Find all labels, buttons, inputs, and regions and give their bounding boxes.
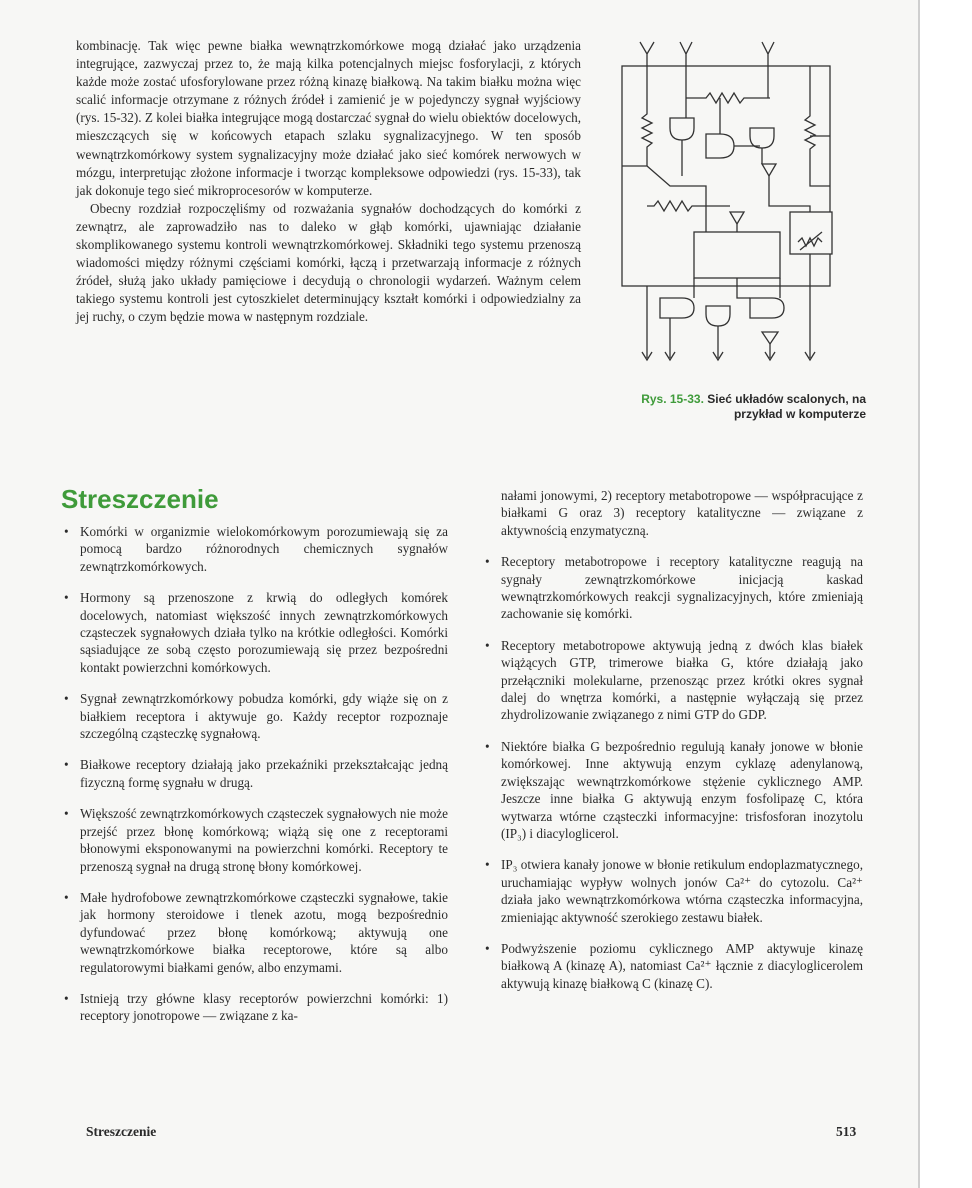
list-item-text: Podwyższenie poziomu cyklicznego AMP aktywuje kinazę białkową A (kinazę A), natomiast Ca²⁺ łącznie z diacyloglicerolem aktywują kinazę białkową C (kinazę C).: [501, 940, 863, 991]
list-item-text: Większość zewnątrzkomórkowych cząsteczek sygnałowych nie może przejść przez błonę komórkową; wiążą się one z receptorami błonowymi eksponowanymi na powierzchni komórki. Receptory te przenoszą sygnał na drugą stronę błony komórkowej.: [80, 806, 448, 874]
list-item-text: Receptory metabotropowe aktywują jedną z dwóch klas białek wiążących GTP, trimerowe białka G, które działają jako przełączniki molekularne, przenosząc przez krótki okres sygnał dalej do wnętrza komórki, a następnie wyłączają się przez zhydrolizowanie związanego z nimi GTP do GDP.: [501, 637, 863, 723]
bullet-icon: •: [64, 806, 69, 822]
list-item-text: Białkowe receptory działają jako przekaźniki przekształcając jedną fizyczną formę sygnału w drugą.: [80, 757, 448, 790]
list-item: [64, 805, 448, 875]
list-item: [64, 523, 448, 575]
figure-caption-text: Sieć układów scalonych, na przykład w komputerze: [707, 392, 866, 421]
bullet-icon: •: [485, 857, 490, 873]
list-item: [64, 589, 448, 676]
list-item: [485, 940, 863, 992]
list-item-text: Hormony są przenoszone z krwią do odległych komórek docelowych, natomiast większość innych zewnątrzkomórkowych cząsteczek sygnałowych działa tylko na krótkie odległości. Komórki sąsiadujące ze sobą często porozumiewają się przez bezpośredni kontakt powierzchni komórkowych.: [80, 590, 448, 675]
list-item-text: Receptory metabotropowe i receptory katalityczne reagują na sygnały zewnątrzkomórkowe inicjacją kaskad wewnątrzkomórkowych reakcji sygnalizacyjnych, które zmieniają zachowanie się komórki.: [501, 554, 863, 622]
intro-paragraph-2: Obecny rozdział rozpoczęliśmy od rozważania sygnałów dochodzących do komórki z zewnątrz, ale zaprowadziło nas to daleko w głąb komórki, ujawniając działanie skomplikowanego systemu kontroli wewnątrzkomórkowej. Składniki tego systemu przenoszą wiadomości między różnymi częściami komórki, łączą i przetwarzają informacje z różnych źródeł, służą jako układy pamięciowe i decydują o chronologii wydarzeń. Ważnym celem takiego systemu kontroli jest cytoszkielet determinujący kształt komórki i odpowiedzialny za jej ruchy, o czym będzie mowa w następnym rozdziale.: [76, 200, 581, 325]
page-number: 513: [836, 1124, 857, 1139]
figure-caption-number: Rys. 15-33.: [641, 392, 704, 406]
list-item-text: Niektóre białka G bezpośrednio regulują kanały jonowe w błonie komórkowej. Inne aktywują enzym cyklazę adenylanową, zwiększając wewnątrzkomórkowe stężenie cyklicznego AMP. Jeszcze inne białka G aktywują enzym fosfolipazę C, która wytwarza wtórne cząsteczki informacyjne: trisfosforan inozytolu (IP₃) i diacyloglicerol.: [501, 738, 863, 841]
bullet-icon: •: [485, 554, 490, 570]
list-item: [485, 856, 863, 926]
intro-paragraph-1: kombinację. Tak więc pewne białka wewnątrzkomórkowe mogą działać jako urządzenia integrujące, zazwyczaj przez to, że mają kilka potencjalnych miejsc fosforylacji, z których każde może zostać ufosforylowane przez różną kinazę białkową. Na takim białku można więc scalić informacje otrzymane z różnych źródeł i zamienić je w pojedynczy sygnał wyjściowy (rys. 15-32). Z kolei białka integrujące mogą dostarczać sygnał do wielu obiektów docelowych, mieszczących się w końcowych etapach szlaku sygnalizacyjnego. W ten sposób wewnątrzkomórkowy system sygnalizacyjny może działać jako sieć komórek nerwowych w mózgu, interpretując złożone informacje i tworząc kompleksowe odpowiedzi (rys. 15-33), tak jak dokonuje tego sieć mikroprocesorów w komputerze.: [76, 38, 581, 198]
list-item-continuation: [485, 487, 863, 539]
list-item: [64, 889, 448, 976]
bullet-icon: •: [64, 990, 69, 1006]
circuit-network-diagram-icon: [610, 36, 850, 366]
list-item: [485, 553, 863, 623]
summary-title: Streszczenie: [61, 484, 219, 514]
list-item: [64, 756, 448, 791]
bullet-icon: •: [64, 889, 69, 905]
list-item: [64, 690, 448, 742]
list-item-text: Sygnał zewnątrzkomórkowy pobudza komórki, gdy wiąże się on z białkiem receptora i aktywuje go. Każdy receptor rozpoznaje szczególną cząsteczkę sygnałową.: [80, 691, 448, 742]
list-item-text: Małe hydrofobowe zewnątrzkomórkowe cząsteczki sygnałowe, takie jak hormony steroidowe i tlenek azotu, mogą bezpośrednio dyfundować przez błonę komórkową; aktywują one wewnątrzkomórkowe białka receptorowe, które są albo regulatorowymi białkami genów, albo enzymami.: [80, 889, 448, 975]
list-item: [64, 990, 448, 1025]
list-item-text: nałami jonowymi, 2) receptory metabotropowe — współpracujące z białkami G oraz 3) receptory katalityczne — związane z aktywnością enzymatyczną.: [501, 488, 863, 538]
list-item-text: Istnieją trzy główne klasy receptorów powierzchni komórki: 1) receptory jonotropowe — związane z ka-: [80, 990, 448, 1024]
page-edge: [918, 0, 920, 1188]
list-item: [485, 637, 863, 724]
summary-list-right: [485, 487, 863, 1006]
list-item: [485, 738, 863, 842]
bullet-icon: •: [485, 940, 490, 956]
bullet-icon: •: [64, 590, 69, 606]
summary-list-left: [64, 523, 448, 1039]
bullet-icon: •: [64, 691, 69, 707]
bullet-icon: •: [485, 637, 490, 653]
bullet-icon: •: [485, 738, 490, 754]
list-item-text: Komórki w organizmie wielokomórkowym porozumiewają się za pomocą bardzo różnorodnych chemicznych sygnałów zewnątrzkomórkowych.: [80, 524, 448, 574]
bullet-icon: •: [64, 757, 69, 773]
figure-caption: [596, 392, 866, 422]
footer-section-title: Streszczenie: [86, 1124, 157, 1139]
bullet-icon: •: [64, 524, 69, 539]
intro-text: [76, 37, 581, 327]
list-item-text: IP₃ otwiera kanały jonowe w błonie retikulum endoplazmatycznego, uruchamiając wypływ wolnych jonów Ca²⁺ do cytozolu. Ca²⁺ działa jako wewnątrzkomórkowa wtórna cząsteczka informacyjna, zmieniając aktywność szerokiego zestawu białek.: [501, 857, 863, 925]
